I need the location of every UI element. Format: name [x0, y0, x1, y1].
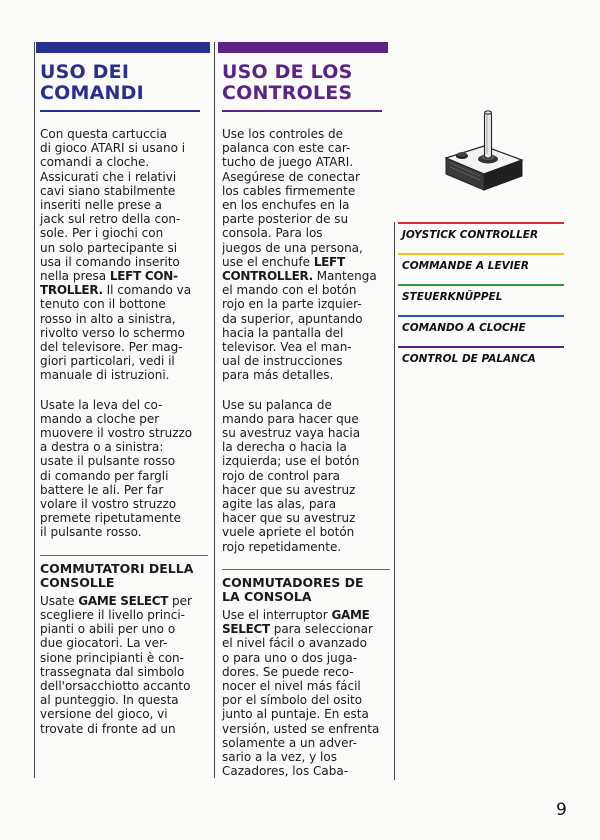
spanish-title-line2: CONTROLES — [222, 82, 353, 104]
joystick-labels — [398, 222, 564, 377]
spanish-paragraph-1: Use los controles de palanca con este car- tucho de juego ATARI. Asegúrese de conectar los cables firmemente en los enchufes en la parte posterior de su consola. Para los juegos de una persona, use el enchufe LEFT CONTROLLER. Mantenga el mando con el botón rojo en la parte izquier- da superior, apuntando hacia la pantalla del televisor. Vea el man- ual de instrucciones para más detalles. — [222, 127, 377, 383]
label-german: STEUERKNÜPPEL — [402, 291, 503, 303]
spanish-subsection-rule — [222, 569, 390, 570]
italian-subheading: COMMUTATORI DELLA CONSOLLE — [40, 560, 194, 590]
spanish-title-rule — [222, 110, 382, 112]
page-number: 9 — [556, 800, 567, 820]
italian-paragraph-3: Usate GAME SELECT per scegliere il livello princi- pianti o abili per uno o due giocatori. La ver- sione principianti è con- trassegnata dal simbolo dell'orsacchiotto accanto al punteggio. In questa versione del gioco, vi trovate di fronte ad un — [40, 593, 192, 736]
italian-paragraph-2: Usate la leva del co- mando a cloche per muovere il vostro struzzo a destra o a sinistra: usate il pulsante rosso di comando per fargli battere le ali. Per far volare il vostro struzzo premete ripetutamente il pulsante rosso. — [40, 397, 193, 540]
italian-column — [34, 42, 210, 751]
italian-body — [40, 127, 210, 540]
italian-title — [40, 62, 210, 104]
spanish-subheading: CONMUTADORES DE LA CONSOLA — [222, 574, 364, 604]
joystick-illustration — [438, 106, 528, 196]
italian-header-bar — [36, 42, 210, 53]
column-rule-right — [394, 222, 395, 780]
label-english: JOYSTICK CONTROLLER — [402, 229, 539, 241]
italian-title-line2: COMANDI — [40, 82, 144, 104]
spanish-body-2 — [222, 608, 388, 778]
spanish-header-bar — [218, 42, 388, 53]
spanish-title — [222, 62, 388, 104]
italian-body-2 — [40, 594, 210, 736]
spanish-paragraph-2: Use su palanca de mando para hacer que su avestruz vaya hacia la derecha o hacia la izquierda; use el botón rojo de control para hacer que su avestruz agite las alas, para hacer que su avestruz vuele apriete el botón rojo repetidamente. — [222, 397, 361, 554]
italian-title-rule — [40, 110, 200, 112]
label-spanish: CONTROL DE PALANCA — [402, 353, 536, 365]
spanish-title-line1: USO DE LOS — [222, 61, 353, 83]
italian-title-line1: USO DEI — [40, 61, 130, 83]
label-italian: COMANDO A CLOCHE — [402, 322, 526, 334]
spanish-column — [216, 42, 388, 793]
column-rule-middle — [214, 42, 215, 778]
italian-paragraph-1: Con questa cartuccia di gioco ATARI si usano i comandi a cloche. Assicurati che i relativi cavi siano stabilmente inseriti nelle prese a jack sul retro della con- sole. Per i giochi con un solo partecipante si usa il comando inserito nella presa LEFT CON- TROLLER. Il comando va tenuto con il bottone rosso in alto a sinistra, rivolto verso lo schermo del televisore. Per mag- giori particolari, vedi il manuale di istruzioni. — [40, 127, 192, 383]
italian-subsection-rule — [40, 555, 208, 556]
spanish-body — [222, 127, 388, 554]
label-french: COMMANDE A LEVIER — [402, 260, 529, 272]
spanish-paragraph-3: Use el interruptor GAME SELECT para seleccionar el nivel fácil o avanzado o para uno o dos juga- dores. Se puede reco- nocer el nivel más fácil por el símbolo del osito junto al puntaje. En esta versión, usted se enfrenta solamente a un adver- sario a la vez, y los Cazadores, los Caba- — [222, 607, 380, 779]
